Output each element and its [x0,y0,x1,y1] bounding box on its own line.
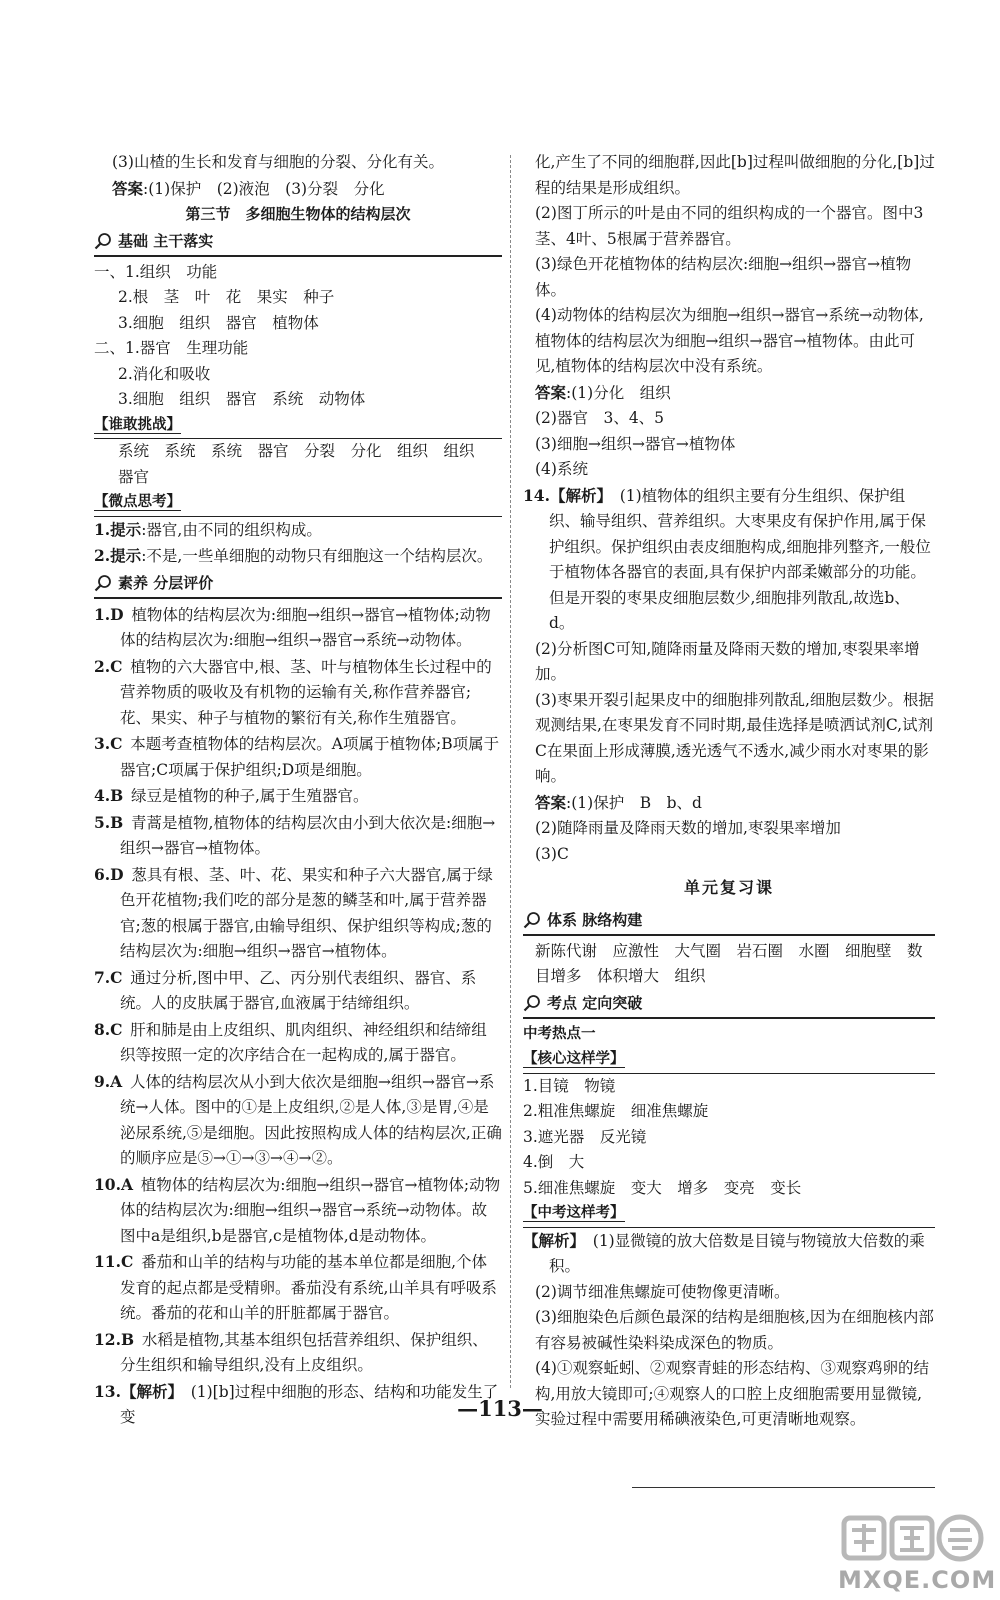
watermark-text: MXQE.COM [838,1566,997,1594]
text-line: (3)山楂的生长和发育与细胞的分裂、分化有关。 [112,153,444,171]
bold-label: 答案 [112,178,144,198]
watermark [838,1510,997,1596]
subheading-line [523,1022,935,1048]
section-heading-label: 基础 主干落实 [118,231,214,250]
magnifier-icon [94,232,112,250]
column-divider [510,155,511,1388]
text-line: 二、1.器官 生理功能 [94,339,249,357]
subheading-line [523,1201,935,1228]
section-heading [94,570,502,599]
text-line: 答案:(1)保护 (2)液泡 (3)分裂 分化 [112,178,385,198]
answer-key: 7.C [94,967,123,987]
text-line: (3)C [535,844,569,863]
text-line: 2.粗准焦螺旋 细准焦螺旋 [523,1102,709,1120]
answer-item [94,602,502,654]
answer-key: 2.C [94,656,123,676]
section-heading [94,228,502,257]
answer-key: 5.B [94,812,124,832]
page-number: —113— [457,1396,543,1421]
subheading: 中考热点一 [523,1025,596,1042]
answer-key: 6.D [94,864,124,884]
magnifier-icon [94,574,112,592]
answer-text: (1)植物体的组织主要有分生组织、保护组织、输导组织、营养组织。大枣果皮有保护作用,属于保护组织。保护组织由表皮细胞构成,细胞排列整齐,一般位于植物体各器官的表面,具有保护内部柔嫩部分的功能。但是开裂的枣果皮细胞层数少,细胞排列散乱,故选b、d。 [549,486,931,632]
text-line: 器官 [118,467,150,486]
answer-text: 水稻是植物,其基本组织包括营养组织、保护组织、分生组织和输导组织,没有上皮组织。 [120,1330,488,1374]
answer-item [94,810,502,862]
answer-text: 植物的六大器官中,根、茎、叶与植物体生长过程中的营养物质的吸收及有机物的运输有关,称作营养器官;花、果实、种子与植物的繁衍有关,称作生殖器官。 [120,657,492,727]
text-line: 1.目镜 物镜 [523,1076,616,1095]
answer-text: 植物体的结构层次为:细胞→组织→器官→植物体;动物体的结构层次为:细胞→组织→器官→系统→动物体。故图中a是组织,b是器官,c是植物体,d是动物体。 [120,1175,501,1245]
answer-text: 青蒿是植物,植物体的结构层次由小到大依次是:细胞→组织→器官→植物体。 [120,813,496,857]
text-line: 答案:(1)保护 B b、d [535,792,702,812]
answer-key: 12.B [94,1329,135,1349]
subheading: 【微点思考】 [94,494,181,510]
answer-item [94,1327,502,1379]
answer-item [94,862,502,965]
answer-key: 10.A [94,1174,133,1194]
text-line: (3)细胞染色后颜色最深的结构是细胞核,因为在细胞核内部有容易被碱性染料染成深色的物质。 [535,1308,934,1352]
answer-item [523,1228,935,1280]
answer-text: 绿豆是植物的种子,属于生殖器官。 [131,787,369,805]
answer-text: 肝和肺是由上皮组织、肌肉组织、神经组织和结缔组织等按照一定的次序结合在一起构成的,属于器官。 [120,1020,487,1064]
text-line: (2)随降雨量及降雨天数的增加,枣裂果率增加 [535,819,841,837]
section-heading-label: 体系 脉络构建 [547,910,643,929]
text-line: 3.细胞 组织 器官 植物体 [118,313,319,332]
text-line: (4)①观察蚯蚓、②观察青蛙的形态结构、③观察鸡卵的结构,用放大镜即可;④观察人的口腔上皮细胞需要用显微镜,实验过程中需要用稀碘液染色,可更清晰地观察。 [535,1359,929,1428]
answer-text: 人体的结构层次从小到大依次是细胞→组织→器官→系统→人体。图中的①是上皮组织,②是人体,③是胃,④是泌尿系统,⑤是细胞。因此按照构成人体的结构层次,正确的顺序应是⑤→①→③→④→②。 [120,1072,502,1167]
answer-text: 植物体的结构层次为:细胞→组织→器官→植物体;动物体的结构层次为:细胞→组织→器官→系统→动物体。 [120,605,491,649]
text-line: 2.根 茎 叶 花 果实 种子 [118,288,335,306]
text-line: 系统 系统 系统 器官 分裂 分化 组织 组织 [118,442,475,460]
bold-label: 答案 [535,382,567,402]
watermark-logo [838,1510,988,1566]
answer-item [94,1172,502,1250]
answer-item [94,965,502,1017]
answer-text: 番茄和山羊的结构与功能的基本单位都是细胞,个体发育的起点都是受精卵。番茄没有系统,山羊具有呼吸系统。番茄的花和山羊的肝脏都属于器官。 [120,1253,497,1322]
text-line: (3)枣果开裂引起果皮中的细胞排列散乱,细胞层数少。根据观测结果,在枣果发育不同时期,最佳选择是喷洒试剂C,试剂C在果面上形成薄膜,透光透气不透水,减少雨水对枣果的影响。 [535,690,934,785]
answer-item [94,654,502,732]
answer-item [523,483,935,637]
section-heading-label: 考点 定向突破 [547,993,643,1012]
section-heading [523,907,935,936]
section-heading [523,990,935,1019]
text-line: 答案:(1)分化 组织 [535,382,671,402]
text-line: 3.遮光器 反光镜 [523,1127,647,1146]
subheading-line [94,490,502,517]
answer-item [94,783,502,810]
text-line: 1.提示:器官,由不同的组织构成。 [94,519,322,539]
section-title: 第三节 多细胞生物体的结构层次 [185,205,411,223]
text-line: 4.倒 大 [523,1153,585,1171]
text-line: (3)细胞→组织→器官→植物体 [535,434,736,453]
footer-rule [632,1487,935,1488]
section-title: 单元复习课 [683,878,774,897]
answer-key: 4.B [94,786,124,805]
text-line: (4)动物体的结构层次为细胞→组织→器官→系统→动物体,植物体的结构层次为细胞→组织→器官→植物体。由此可见,植物体的结构层次中没有系统。 [535,306,924,375]
subheading-line [94,413,502,440]
text-line: (2)图丁所示的叶是由不同的组织构成的一个器官。图中3茎、4叶、5根属于营养器官。 [535,204,924,248]
text-line: 2.提示:不是,一些单细胞的动物只有细胞这一个结构层次。 [94,546,493,565]
text-line: 一、1.组织 功能 [94,262,218,281]
answer-key: 1.D [94,604,124,624]
answer-key: 11.C [94,1252,134,1271]
magnifier-icon [523,911,541,929]
text-line: 5.细准焦螺旋 变大 增多 变亮 变长 [523,1178,802,1197]
text-line: (2)器官 3、4、5 [535,409,665,427]
answer-item [94,1017,502,1069]
subheading: 【中考这样考】 [523,1205,625,1221]
text-line: 3.细胞 组织 器官 系统 动物体 [118,390,366,408]
answer-key: 13.【解析】 [94,1381,183,1401]
text-line: (3)绿色开花植物体的结构层次:细胞→组织→器官→植物体。 [535,255,912,299]
subheading: 【谁敢挑战】 [94,416,181,433]
answer-key: 【解析】 [523,1230,586,1250]
answer-text: 本题考查植物体的结构层次。A项属于植物体;B项属于器官;C项属于保护组织;D项是细胞。 [120,735,500,779]
answer-text: (1)显微镜的放大倍数是目镜与物镜放大倍数的乘积。 [549,1231,925,1275]
answer-key: 8.C [94,1019,123,1039]
text-line: (2)分析图C可知,随降雨量及降雨天数的增加,枣裂果率增加。 [535,639,920,683]
text-line: 化,产生了不同的细胞群,因此[b]过程叫做细胞的分化,[b]过程的结果是形成组织。 [535,153,935,197]
text-line: (2)调节细准焦螺旋可使物像更清晰。 [535,1282,790,1301]
answer-text: (1)[b]过程中细胞的形态、结构和功能发生了变 [120,1382,499,1426]
subheading-line [523,1047,935,1074]
answer-key: 14.【解析】 [523,485,612,505]
text-line: 2.消化和吸收 [118,364,211,383]
subheading: 【核心这样学】 [523,1051,625,1067]
bold-label: 2.提示 [94,546,142,565]
answer-key: 3.C [94,734,123,753]
magnifier-icon [523,994,541,1012]
text-line: (4)系统 [535,460,588,478]
section-heading-label: 素养 分层评价 [118,573,214,592]
answer-text: 葱具有根、茎、叶、花、果实和种子六大器官,属于绿色开花植物;我们吃的部分是葱的鳞茎和叶,属于营养器官;葱的根属于器官,由输导组织、保护组织等构成;葱的结构层次为:细胞→组织→器官→植物体。 [120,865,493,960]
bold-label: 答案 [535,792,567,812]
answer-item [94,1069,502,1172]
left-column [94,150,502,1431]
bold-label: 1.提示 [94,519,142,539]
answer-text: 通过分析,图中甲、乙、丙分别代表组织、器官、系统。人的皮肤属于器官,血液属于结缔组织。 [120,968,477,1012]
right-column [523,150,935,1433]
answer-item [94,731,502,783]
answer-key: 9.A [94,1071,123,1091]
text-line: 新陈代谢 应激性 大气圈 岩石圈 水圈 细胞壁 数目增多 体积增大 组织 [535,941,923,985]
answer-item [94,1249,502,1327]
